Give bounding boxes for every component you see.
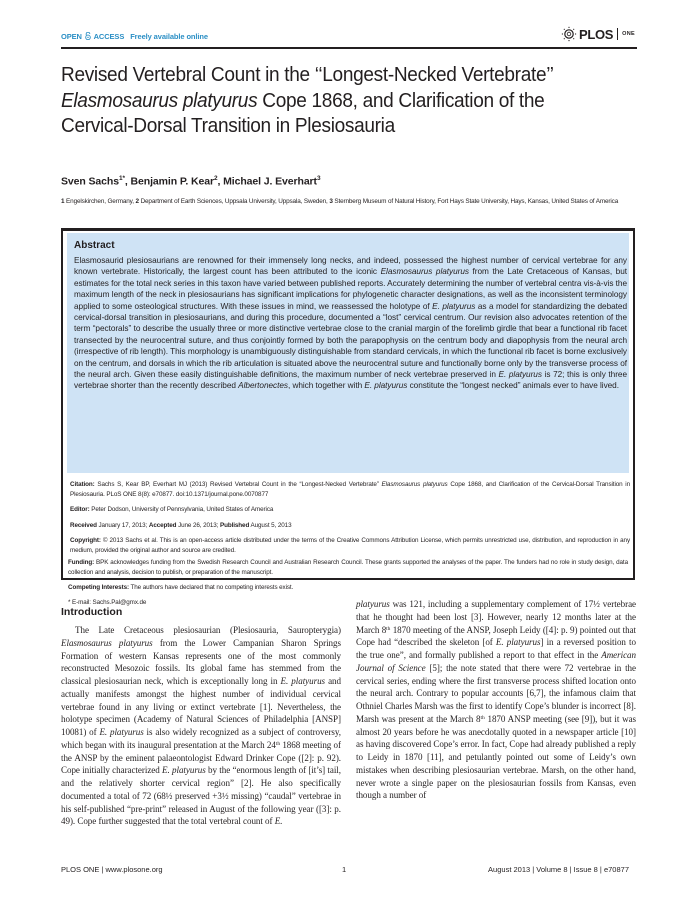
freely-available-label: Freely available online: [130, 32, 208, 41]
plos-sun-icon: [561, 26, 577, 42]
email-line[interactable]: * E-mail: Sachs.Pal@gmx.de: [68, 599, 147, 606]
abstract-heading: Abstract: [74, 240, 115, 251]
affiliations: [61, 195, 641, 208]
logo-divider: [617, 28, 618, 40]
abstract-italic: Elasmosaurus platyurus: [380, 267, 469, 277]
author-name: Benjamin P. Kear: [130, 175, 214, 188]
body-run: from the Lower Campanian Sharon Springs Formation of western Kansas represents one of the most commonly reconstructed Mesozoic fossils. Its global fame has stemmed from the classical plesiosaurian neck, which is exceptionally long in: [61, 637, 341, 686]
title-text-end: Cope 1868, and Clarification of the Cervical-Dorsal Transition in Plesiosauria: [61, 88, 545, 137]
competing-label: Competing Interests:: [68, 584, 129, 591]
affiliation-number: 2: [135, 198, 139, 205]
citation-doi[interactable]: Cope 1868, and Clarification of the Cervical-Dorsal Transition in Plesiosauria. PLoS ONE 8(8): e70877. doi:10.1371/journal.pone.0070877: [70, 481, 631, 498]
plos-one-logo: [561, 26, 635, 42]
ordinal-sup: th: [386, 625, 391, 632]
published-label: Published: [220, 522, 250, 529]
affiliation-text: Engelskirchen, Germany,: [66, 198, 134, 205]
funding-text: BPK acknowledges funding from the Swedish Research Council and Australian Research Council. These grants supported the analyses of the paper. The funders had no role in study design, data collection and analysis, decision to publish, or preparation of the manuscript.: [68, 559, 628, 576]
body-run: [5]; the note stated that there were 72 vertebrae in the cervical series, ending where the first transverse process shifted location onto the neural arch. Contrary to popular accounts [6,7], the infamous claim that Othniel Charles Marsh was the first to identify Cope’s blunder is incorrect [8]. Marsh was present at the March 8: [356, 662, 636, 724]
body-run: by the “enormous length of [it’s] tail, and the relatively shorter cervical region” [2]. He also specifically documented a total of 72 (68½ preserved +3½ missing) “caudal” vertebrae in his self-published “pre-print” released in August of the following year ([3]: p. 49). Cope further suggested that the total vertebral count of: [61, 765, 341, 827]
abstract-italic: E. platyurus: [498, 370, 542, 380]
body-italic: E. platyurus: [495, 637, 541, 648]
title-species: Elasmosaurus platyurus: [61, 88, 258, 112]
body-run: 1870 ANSP meeting (see [9]), but it was almost 20 years before he was anecdotally quoted in a newspaper article [10] as having discovered Cope’s error. In fact, Cope had already published a reply to Leidy in 1870 [11], and petulantly pointed out some of Leidy’s own mistakes when describing plesiosaurian vertebrae. Marsh, on the other hand, never wrote a single paper on the plesiosaurian fossils from Kansas, even though a number of: [356, 713, 637, 801]
copyright-label: Copyright:: [70, 537, 101, 544]
citation: [70, 480, 630, 499]
abstract-italic: E. platyurus: [364, 381, 408, 391]
header-rule: [61, 47, 637, 49]
author-name: Michael J. Everhart: [223, 175, 317, 188]
funding-line: [68, 558, 628, 577]
abstract-italic: E. platyurus: [432, 301, 476, 311]
received-label: Received: [70, 522, 97, 529]
abstract-run: , which together with: [287, 381, 365, 391]
open-label: OPEN: [61, 32, 82, 41]
body-run: ] in a reversed position to the true one”, and formally published a report to that effect in the: [356, 637, 636, 660]
copyright-line: [70, 536, 630, 555]
funding-label: Funding:: [68, 559, 95, 566]
citation-label: Citation:: [70, 481, 95, 488]
editor-label: Editor:: [70, 506, 90, 513]
body-italic: E. platyurus: [99, 727, 144, 737]
body-run: is also widely recognized as a subject of controversy, which began with its inaugural presentation at the March 24: [61, 727, 341, 750]
competing-interests-line: [68, 583, 628, 593]
author-name: Sven Sachs: [61, 175, 119, 188]
abstract-run: as a model for standardizing the debated cervical-dorsal transition in plesiosaurians, and during this procedure, documented a “lost” cervical centrum. Our revision also advocates retention of the term “pectorals” to describe the usually three or more distinctive vertebrae close to the cranial margin of the forelimb girdle that bear a functional rib facet transected by the neurocentral suture, and thus conjointly formed by both the parapophysis on the centrum body and diapophysis from the neural arch (irrespective of rib length). This morphology is unambiguously distinguishable from standard cervicals, in which the functional rib facet is borne exclusively on the centrum, and dorsals in which the rib articulation is situated above the neurocentral suture and functionally borne only by the transverse process of the neural arch. Given these easily distinguishable definitions, the maximum number of neck vertebrae preserved in: [74, 301, 627, 380]
abstract-italic: Albertonectes: [238, 381, 288, 391]
plos-wordmark: PLOS: [578, 26, 614, 42]
intro-column-left: [61, 624, 341, 828]
received-date: January 17, 2013;: [96, 522, 149, 529]
body-italic: E. platyurus: [280, 676, 326, 686]
journal-header: [61, 26, 637, 44]
abstract-text: [74, 255, 627, 392]
author-list: Sven Sachs$^{1*}$, Benjamin P. Kear$^2$, Michael J. Everhart$^3$: [61, 175, 321, 188]
published-date: August 5, 2013: [249, 522, 292, 529]
open-access-banner: [61, 32, 208, 41]
body-italic: platyurus: [356, 599, 390, 609]
affiliation-number: 1: [61, 198, 65, 205]
affiliation-text: Sternberg Museum of Natural History, Fort Hays State University, Hays, Kansas, United States of America: [334, 198, 619, 205]
body-run: The Late Cretaceous plesiosaurian (Plesiosauria, Sauropterygia): [75, 625, 341, 635]
affiliation-number: 3: [329, 198, 333, 205]
intro-column-right: [356, 598, 636, 802]
body-run: 1870 meeting of the ANSP, Joseph Leidy ([4]: p. 9) pointed out that Cope had “described the skeleton [of: [356, 624, 637, 648]
editor-line: [70, 505, 630, 515]
abstract-run: Elasmosaurid plesiosaurians are renowned for their immensely long necks, and indeed, possessed the highest number of cervical vertebrae for any known vertebrate. Historically, the largest count has been attributed to the iconic: [74, 256, 627, 277]
editor-text: Peter Dodson, University of Pennsylvania, United States of America: [89, 506, 274, 513]
article-title: [61, 62, 597, 139]
abstract-run: from the Late Cretaceous of Kansas, but estimates for the total neck series in this taxon have varied between published reports. Accurately determining the number of vertebral centra vis-à-vis the maximum length of the neck in plesiosaurians has significant implications for phylogenetic character designations, as well as the inconsistent terminology applied to some osteological structures. With these issues in mind, we reassessed the holotype of: [74, 267, 628, 311]
abstract-panel: [67, 233, 629, 473]
body-italic: Elasmosaurus platyurus: [61, 637, 153, 648]
title-text: Revised Vertebral Count in the ‘‘Longest-Necked Vertebrate’’: [61, 63, 554, 86]
one-wordmark: ONE: [622, 31, 635, 37]
ordinal-sup: th: [275, 740, 281, 747]
abstract-box: [61, 228, 635, 580]
dates-line: [70, 521, 630, 531]
body-run: and actually manifests amongst the highest number of individual cervical vertebrae found in any living or extinct vertebrate [1]. Nevertheless, the holotype specimen (Academy of Natural Sciences of Philadelphia [ANSP] 10081) of: [61, 676, 342, 737]
author-affiliation-mark: 3: [316, 175, 321, 182]
accepted-date: June 26, 2013;: [176, 522, 220, 529]
footer-journal[interactable]: PLOS ONE | www.plosone.org: [61, 865, 163, 874]
body-italic: E.: [274, 816, 283, 827]
body-italic: American Journal of Science: [356, 650, 636, 673]
footer-issue-info: August 2013 | Volume 8 | Issue 8 | e70877: [488, 865, 629, 874]
open-lock-icon: [85, 32, 91, 40]
author-affiliation-mark: 2: [213, 175, 218, 182]
accepted-label: Accepted: [148, 522, 177, 529]
abstract-run: constitute the “longest necked” animals ever to have lived.: [407, 381, 619, 391]
introduction-heading: Introduction: [61, 606, 123, 618]
body-run: was 121, including a supplementary complement of 17½ vertebrae that he thought had been lost [3]. However, nearly 12 months later at the March 8: [356, 599, 636, 635]
author-affiliation-mark: 1*: [118, 175, 125, 182]
affiliation-text: Department of Earth Sciences, Uppsala University, Uppsala, Sweden,: [140, 198, 328, 205]
footer-page-number: 1: [342, 865, 347, 874]
ordinal-sup: th: [480, 714, 485, 721]
body-run: 1868 meeting of the ANSP by the eminent palaeontologist Edward Drinker Cope ([2]: p. 92). Cope initially characterized: [61, 739, 341, 776]
citation-italic: Elasmosaurus platyurus: [381, 481, 448, 488]
copyright-text: © 2013 Sachs et al. This is an open-access article distributed under the terms of the Creative Commons Attribution License, which permits unrestricted use, distribution, and reproduction in any medium, provided the original author and source are credited.: [70, 537, 630, 554]
citation-text: Sachs S, Kear BP, Everhart MJ (2013) Revised Vertebral Count in the “Longest-Necked Vertebrate”: [94, 481, 382, 488]
body-italic: E. platyurus: [162, 765, 206, 776]
competing-text: The authors have declared that no competing interests exist.: [128, 584, 294, 591]
abstract-run: is 72; this is only three vertebrae shorter than the recently described: [74, 370, 627, 391]
access-label: ACCESS: [93, 32, 125, 41]
